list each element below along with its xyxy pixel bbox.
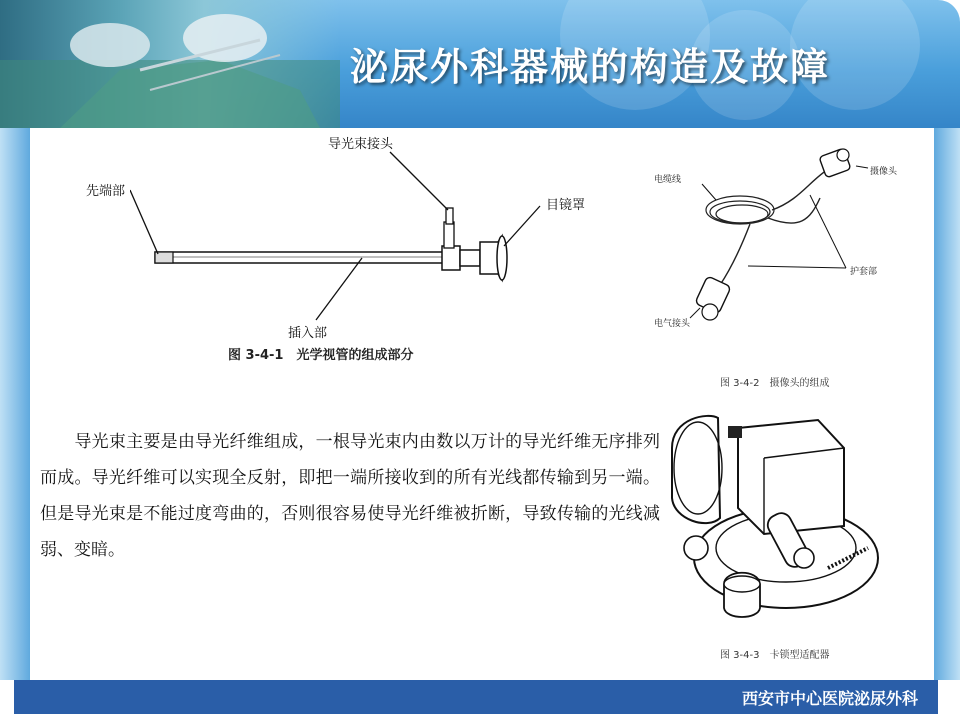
label-protector: 护套部 xyxy=(850,267,878,277)
label-light-connector: 导光束接头 xyxy=(328,137,394,152)
label-camera-head: 摄像头 xyxy=(870,167,898,177)
right-border-strip xyxy=(934,128,960,680)
insertion-shaft xyxy=(155,252,445,263)
label-cable: 电缆线 xyxy=(654,175,682,185)
adapter-body xyxy=(738,420,844,534)
figure1-caption: 图 3-4-1 光学视管的组成部分 xyxy=(228,348,414,363)
light-post xyxy=(444,222,454,248)
slide-title: 泌尿外科器械的构造及故障 xyxy=(350,45,831,89)
label-electric-connector: 电气接头 xyxy=(654,319,691,329)
body-paragraph: 导光束主要是由导光纤维组成，一根导光束内由数以万计的导光纤维无序排列而成。导光纤维可以实现全反射，即把一端所接收到的所有光线都传输到另一端。但是导光束是不能过度弯曲的，否则很容易使导光纤维被折断，导致传输的光线减弱、变暗。 xyxy=(40,432,660,560)
footer-text: 西安市中心医院泌尿外科 xyxy=(741,689,918,708)
left-border-strip xyxy=(0,128,30,680)
adapter-diagram xyxy=(668,408,888,632)
label-eyepiece: 目镜罩 xyxy=(546,198,586,213)
endoscope-diagram xyxy=(130,150,650,340)
label-insertion: 插入部 xyxy=(288,326,328,341)
cable-coil xyxy=(706,196,774,224)
label-tip: 先端部 xyxy=(86,184,126,199)
figure3-caption: 图 3-4-3 卡锁型适配器 xyxy=(720,650,830,661)
surgery-photo-art xyxy=(0,0,340,128)
header-banner xyxy=(0,0,960,128)
surgery-photo xyxy=(0,0,340,128)
figure2-caption: 图 3-4-2 摄像头的组成 xyxy=(720,378,830,389)
footer-bar xyxy=(14,680,938,714)
